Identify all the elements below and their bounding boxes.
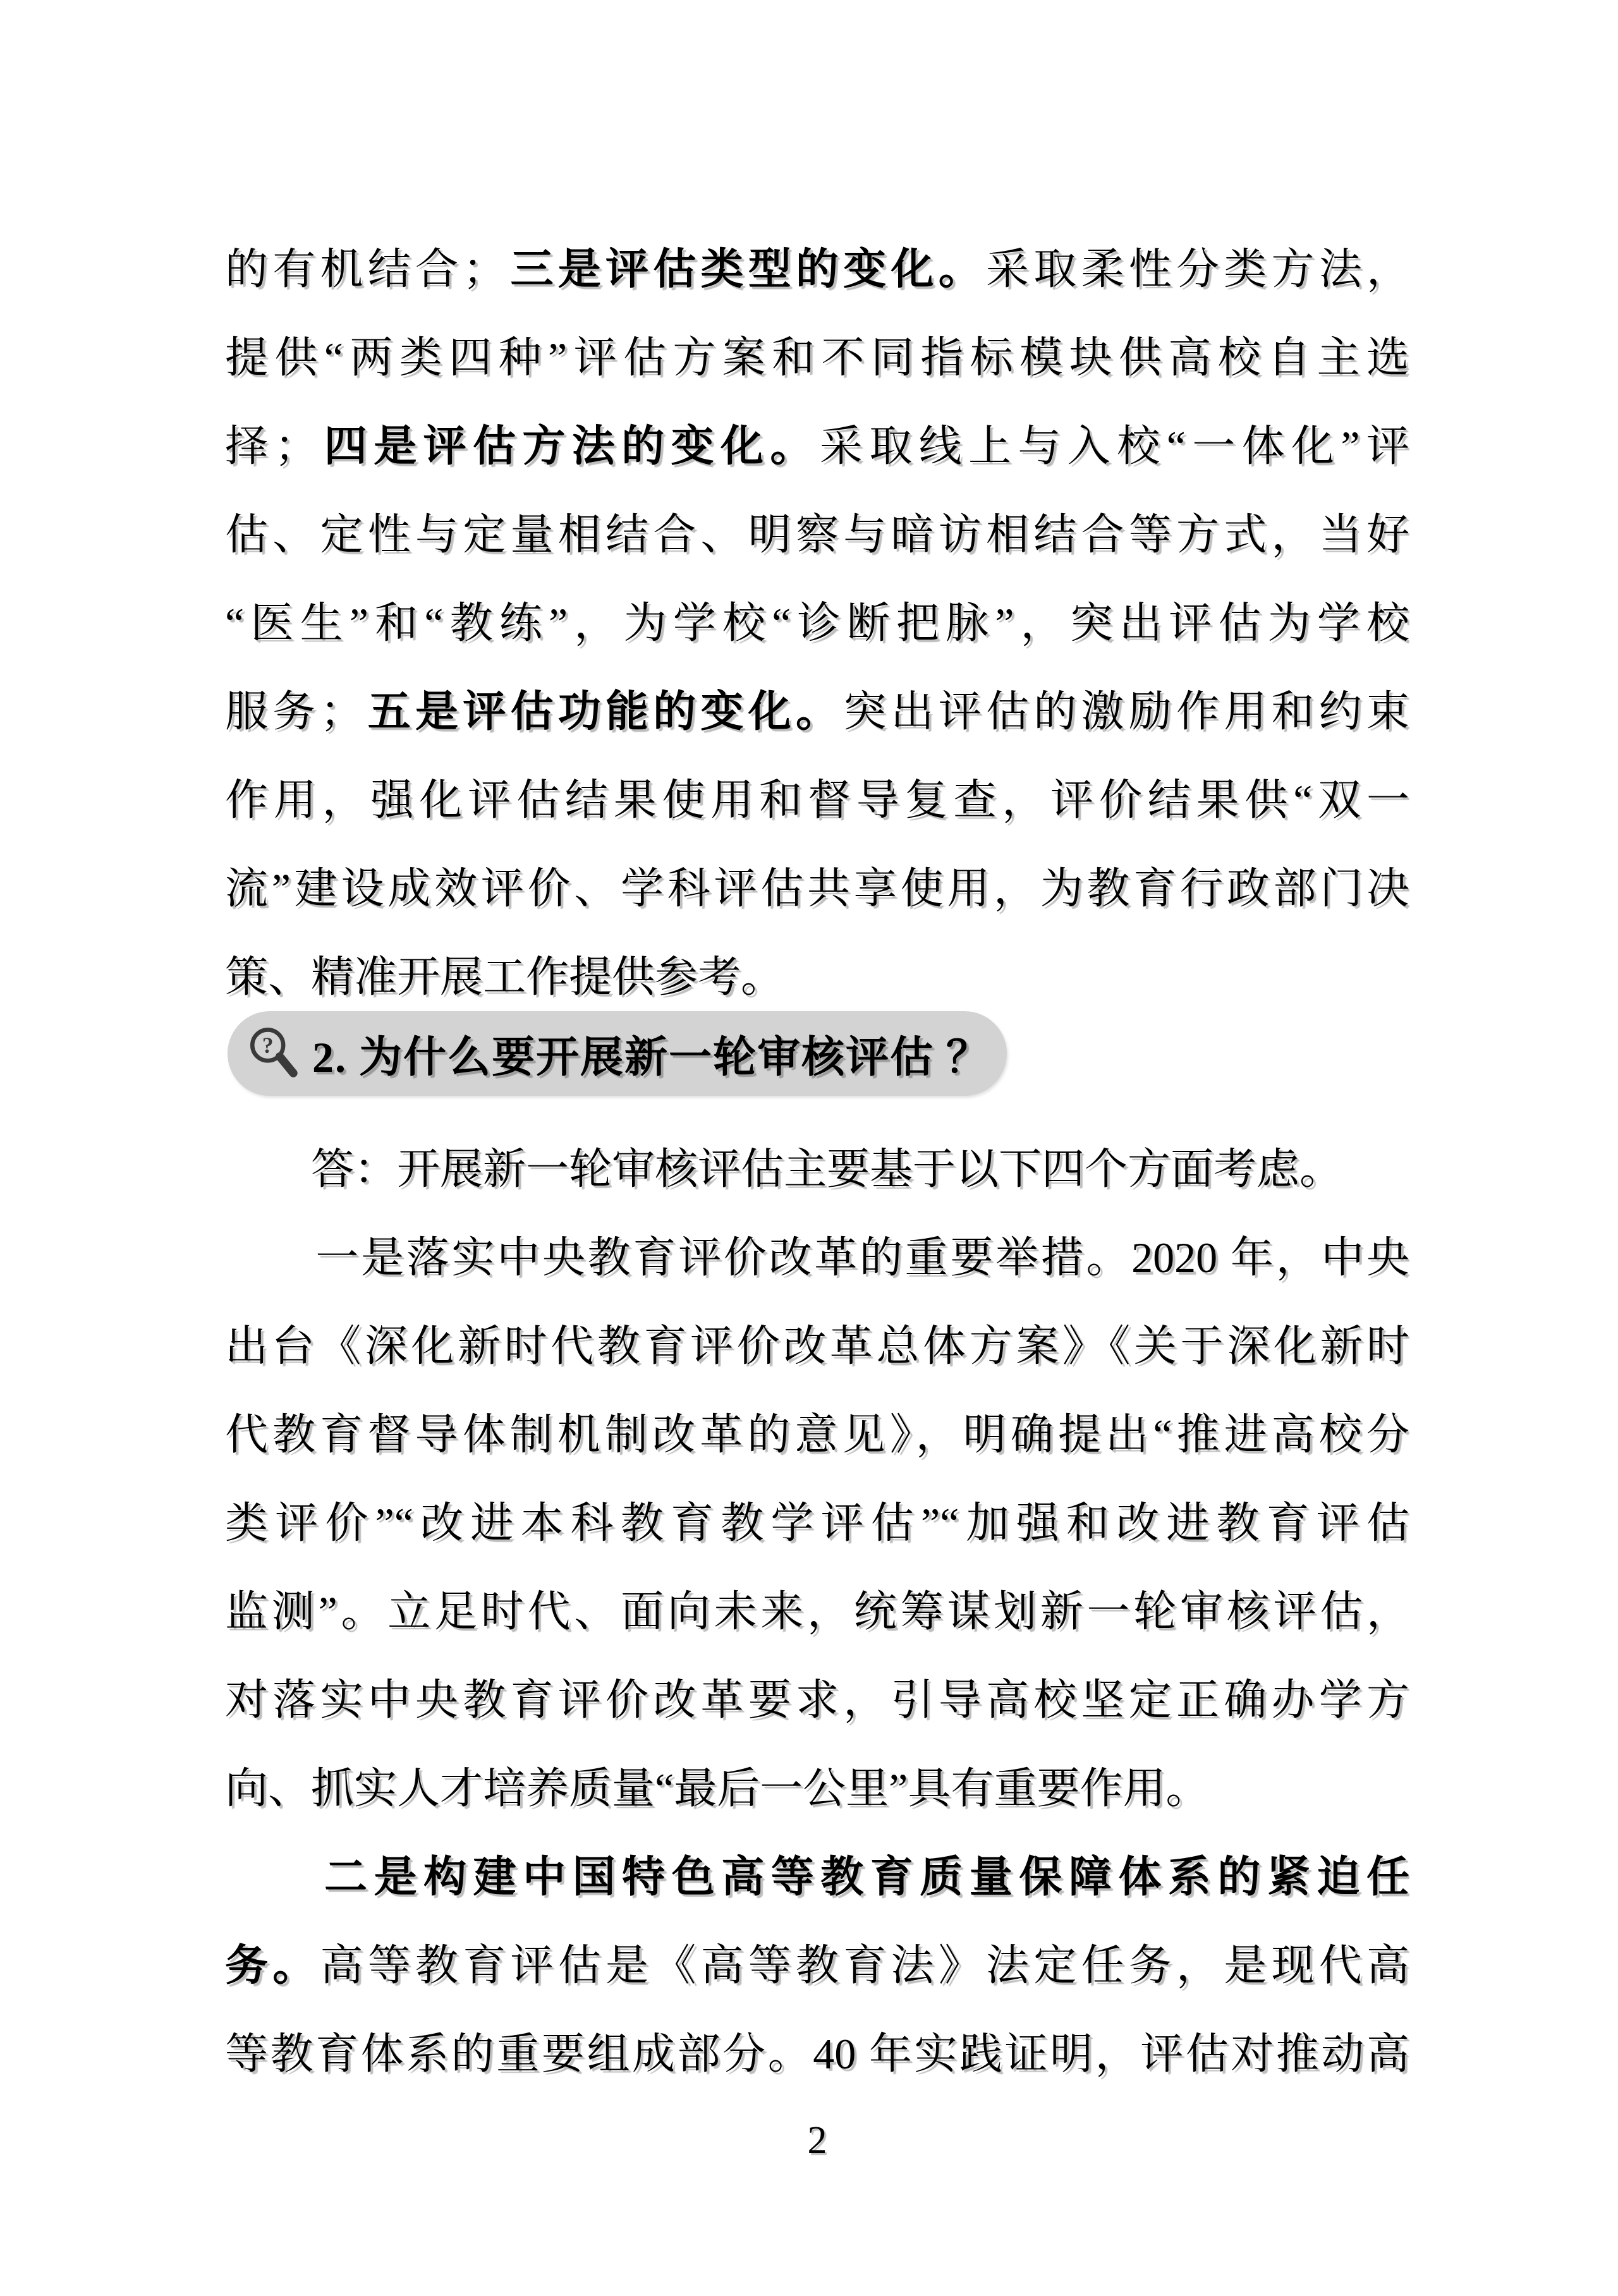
text-segment: 策、精准开展工作提供参考。 — [225, 953, 784, 1001]
text-segment: 估、定性与定量相结合、明察与暗访相结合等方式，当好 — [225, 511, 1409, 559]
text-line — [225, 1567, 1409, 1656]
bold-text-segment: 务。 — [225, 1941, 320, 1989]
text-line — [225, 1656, 1409, 1744]
question-bubble — [228, 1011, 1007, 1096]
bold-text-segment: 四是评估方法的变化。 — [317, 422, 820, 470]
text-line — [225, 1390, 1409, 1479]
text-line — [225, 1921, 1409, 2010]
para-assessment-changes-continued — [225, 225, 1409, 1021]
text-segment: 择； — [225, 422, 318, 470]
bold-text-segment: 五是评估功能的变化。 — [363, 688, 844, 736]
text-segment: 作用，强化评估结果使用和督导复查，评价结果供“双一 — [225, 776, 1409, 824]
text-line — [225, 1302, 1409, 1390]
text-line — [225, 1479, 1409, 1567]
text-line — [225, 225, 1409, 313]
text-segment: 对落实中央教育评价改革要求，引导高校坚定正确办学方 — [225, 1676, 1409, 1724]
text-segment: 流”建设成效评价、学科评估共享使用，为教育行政部门决 — [225, 865, 1409, 913]
bold-text-segment: 二是构建中国特色高等教育质量保障体系的紧迫任 — [324, 1853, 1409, 1901]
text-line — [225, 2010, 1409, 2098]
text-line — [225, 1125, 1409, 1213]
text-line — [225, 933, 1409, 1021]
text-segment: 采取线上与入校“一体化”评 — [819, 422, 1409, 470]
question-bubble-row — [225, 1011, 1409, 1125]
text-line — [225, 402, 1409, 490]
text-segment: 出台《深化新时代教育评价改革总体方案》《关于深化新时 — [225, 1322, 1409, 1370]
bold-text-segment: 三是评估类型的变化。 — [506, 245, 986, 293]
page-number: 2 — [807, 2119, 827, 2162]
text-segment: 代教育督导体制机制改革的意见》，明确提出“推进高校分 — [225, 1411, 1409, 1459]
text-line — [225, 667, 1409, 756]
text-line — [225, 1213, 1409, 1302]
text-segment — [225, 1853, 324, 1901]
text-segment: 采取柔性分类方法， — [985, 245, 1409, 293]
text-segment: 高等教育评估是《高等教育法》法定任务，是现代高 — [320, 1941, 1409, 1989]
text-column — [225, 225, 1409, 2098]
text-segment: 类评价”“改进本科教育教学评估”“加强和改进教育评估 — [225, 1499, 1409, 1547]
text-segment: 等教育体系的重要组成部分。40 年实践证明，评估对推动高 — [225, 2030, 1409, 2078]
text-line — [225, 1833, 1409, 1921]
para-reason-two — [225, 1833, 1409, 2098]
text-line — [225, 844, 1409, 933]
text-segment: 提供“两类四种”评估方案和不同指标模块供高校自主选 — [225, 334, 1409, 382]
question-bubble-label: 2. 为什么要开展新一轮审核评估 ？ — [312, 1033, 991, 1081]
text-line — [225, 756, 1409, 844]
para-answer-intro — [225, 1125, 1409, 1213]
text-segment: 向、抓实人才培养质量“最后一公里”具有重要作用。 — [225, 1765, 1209, 1813]
text-line — [225, 490, 1409, 579]
svg-text:?: ? — [262, 1033, 274, 1059]
text-segment: 服务； — [225, 688, 363, 736]
text-line — [225, 1744, 1409, 1833]
text-segment: 的有机结合； — [225, 245, 506, 293]
para-reason-one — [225, 1213, 1409, 1833]
text-segment: 一是落实中央教育评价改革的重要举措。2020 年，中央 — [225, 1234, 1409, 1282]
text-line — [225, 579, 1409, 667]
text-segment: “医生”和“教练”，为学校“诊断把脉”，突出评估为学校 — [225, 599, 1409, 647]
text-line — [225, 313, 1409, 402]
text-segment: 监测”。立足时代、面向未来，统筹谋划新一轮审核评估， — [225, 1588, 1409, 1636]
text-segment: 突出评估的激励作用和约束 — [843, 688, 1409, 736]
text-segment: 答：开展新一轮审核评估主要基于以下四个方面考虑。 — [225, 1145, 1343, 1193]
magnifier-question-icon — [245, 1024, 305, 1083]
